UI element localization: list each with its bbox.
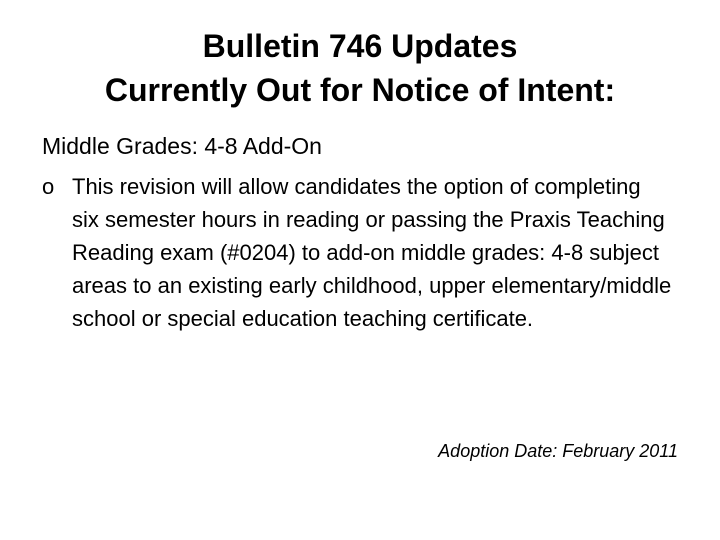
adoption-date: Adoption Date: February 2011 <box>438 441 678 461</box>
section-heading: Middle Grades: 4-8 Add-On <box>42 133 322 159</box>
bullet-text: This revision will allow candidates the option of completing six semester hours in reading or passing the Praxis Teaching Reading exam (#0204) to add-on middle grades: 4-8 subject areas to an existing early childhood, upper elementary/middle school or special education teaching certificate. <box>72 174 672 331</box>
slide-title <box>40 24 680 112</box>
bullet-item <box>42 170 682 335</box>
bullet-marker: o <box>42 174 55 199</box>
bullet-list <box>42 170 682 335</box>
title-line-2: Currently Out for Notice of Intent: <box>104 72 616 108</box>
title-line-1: Bulletin 746 Updates <box>202 28 518 64</box>
